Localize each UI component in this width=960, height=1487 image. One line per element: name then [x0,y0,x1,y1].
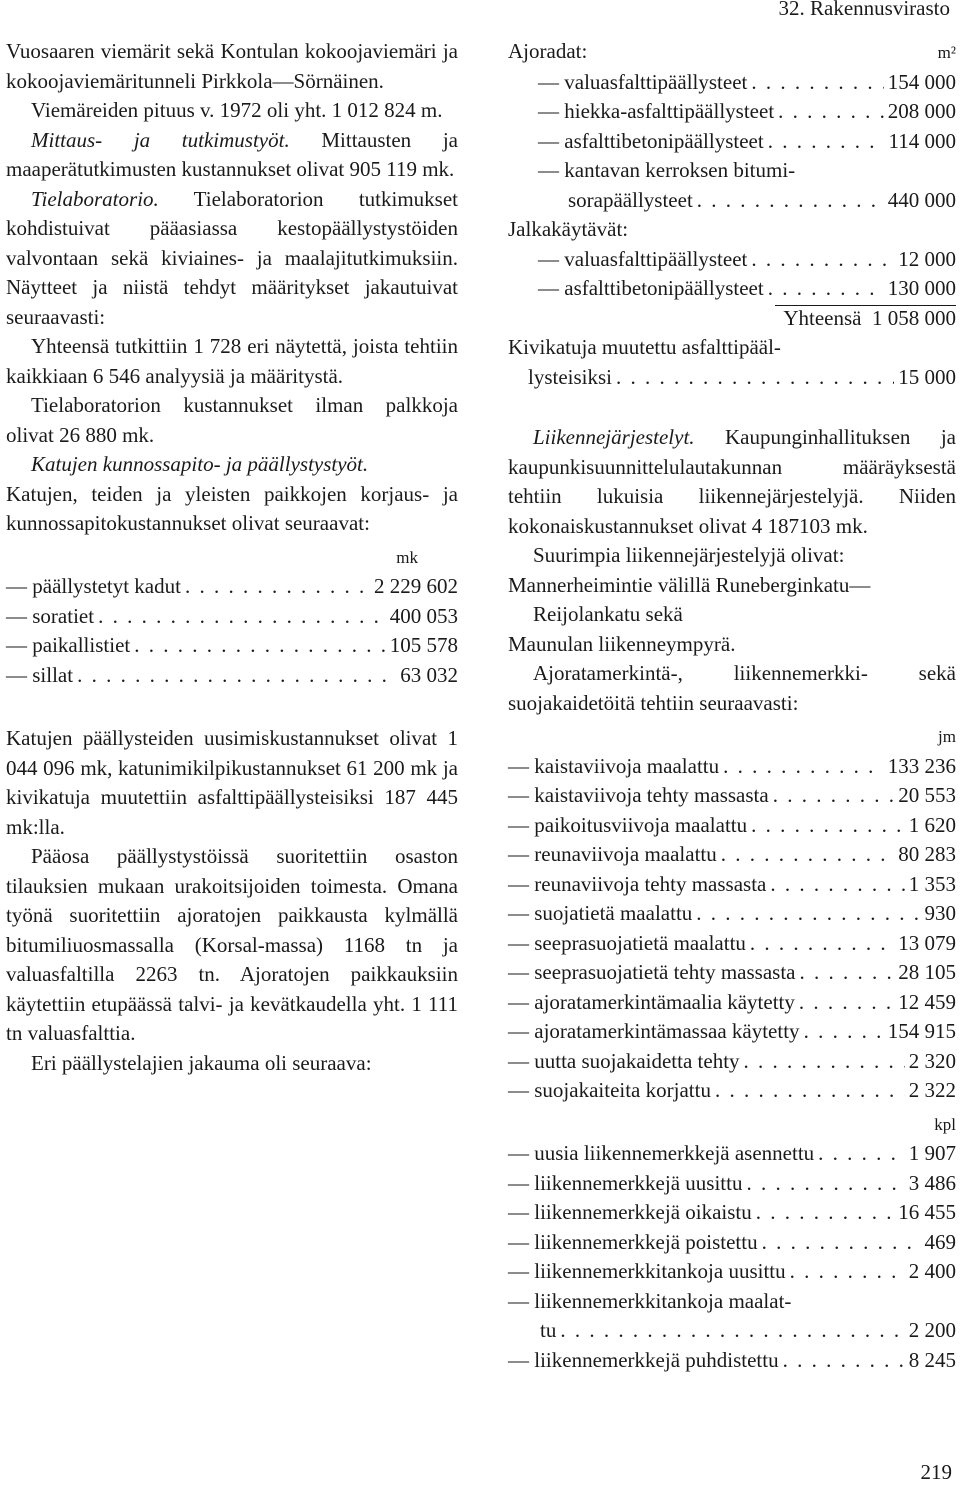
sign-row-label: — liikennemerkkitankoja maalat- [508,1287,956,1317]
marking-row: — suojakaiteita korjattu . . . 2 322 [508,1076,956,1106]
total-row: Yhteensä 1 058 000 [508,304,956,334]
markings-list [508,752,956,1106]
paragraph-mittaus: Mittaus- ja tutkimustyöt. Mittausten ja maaperätutkimusten kustannukset olivat 905 119 mk. [6,126,458,185]
sign-row: tu . . . 2 200 [508,1316,956,1346]
surface-row: — hiekka-asfalttipäällysteet . . . 208 000 [538,97,956,127]
paragraph-paallysteiden: Katujen päällysteiden uusimiskustannukset olivat 1 044 096 mk, katunimikilpikustannukset 61 200 mk ja kivikatuja muutettiin asfalttipäällysteisiksi 187 445 mk:lla. [6,724,458,842]
cost-row: — päällystetyt kadut . . . 2 229 602 [6,572,458,602]
paragraph-naytteet: Yhteensä tutkittiin 1 728 eri näytettä, joista tehtiin kaikkiaan 6 546 analyysiä ja määritystä. [6,332,458,391]
surface-row-label: — kantavan kerroksen bitumi- [538,156,956,186]
paragraph-ajoratamerkinta: Ajoratamerkintä-, liikennemerkki- sekä suojakaidetöitä tehtiin seuraavasti: [508,659,956,718]
section-title-katujen: Katujen kunnossapito- ja päällystystyöt. [6,450,458,480]
paragraph-korjaus: Katujen, teiden ja yleisten paikkojen korjaus- ja kunnossapitokustannukset olivat seuraavat: [6,480,458,539]
marking-row: — uutta suojakaidetta tehty . . . 2 320 [508,1047,956,1077]
marking-row: — reunaviivoja maalattu . . . 80 283 [508,840,956,870]
unit-label-kpl: kpl [508,1106,956,1140]
surface-row: — valuasfalttipäällysteet . . . 154 000 [538,68,956,98]
cost-row: — sillat . . . 63 032 [6,661,458,691]
kivikatuja-label: Kivikatuja muutettu asfalttipääl- [508,333,956,363]
paragraph-viemareiden-pituus: Viemäreiden pituus v. 1972 oli yht. 1 012 824 m. [6,96,458,126]
paragraph-jakauma: Eri päällystelajien jakauma oli seuraava: [6,1049,458,1079]
paragraph-kustannukset: Tielaboratorion kustannukset ilman palkkoja olivat 26 880 mk. [6,391,458,450]
ajoradat-list [508,68,956,216]
cost-row: — soratiet . . . 400 053 [6,602,458,632]
sign-row: — liikennemerkkitankoja uusittu . . . 2 400 [508,1257,956,1287]
section-title-tielaboratorio: Tielaboratorio. [31,187,159,211]
surface-row: sorapäällysteet . . . 440 000 [538,186,956,216]
cost-row: — paikallistiet . . . 105 578 [6,631,458,661]
marking-row: — seeprasuojatietä tehty massasta . . . 28 105 [508,958,956,988]
marking-row: — paikoitusviivoja maalattu . . . 1 620 [508,811,956,841]
cost-list [6,572,458,690]
marking-row: — ajoratamerkintämaalia käytetty . . . 12 459 [508,988,956,1018]
marking-row: — reunaviivoja tehty massasta . . . 1 353 [508,870,956,900]
paragraph-paaosa: Pääosa päällystystöissä suoritettiin osaston tilauksien mukaan urakoitsijoiden toimesta. Omana työnä suoritettiin ajoratojen paikkausta kylmällä bitumiliuosmassalla (Korsal-massa) 1168 tn ja valuasfaltilla 2263 tn. Ajoratojen paikkauksiin käytettiin etupäässä talvi- ja kevätkaudella yht. 1 111 tn valuasfalttia. [6,842,458,1049]
jalkakaytavat-heading: Jalkakäytävät: [508,215,956,245]
signs-list [508,1139,956,1375]
marking-row: — kaistaviivoja maalattu . . . 133 236 [508,752,956,782]
kivikatuja-row: lysteisiksi . . . 15 000 [508,363,956,393]
section-title-mittaus: Mittaus- ja tutkimustyöt. [31,128,290,152]
project-line: Mannerheimintie välillä Runeberginkatu— [508,571,956,601]
jalka-list [508,245,956,304]
sign-row: — liikennemerkkejä uusittu . . . 3 486 [508,1169,956,1199]
project-line: Reijolankatu sekä [508,600,956,630]
section-title-liikennejarjestelyt: Liikennejärjestelyt. [533,425,695,449]
paragraph-suurimpia: Suurimpia liikennejärjestelyjä olivat: [508,541,956,571]
sign-row: — liikennemerkkejä oikaistu . . . 16 455 [508,1198,956,1228]
right-column [508,37,956,1375]
marking-row: — suojatietä maalattu . . . 930 [508,899,956,929]
left-column [6,37,458,1078]
paragraph-viemarit: Vuosaaren viemärit sekä Kontulan kokoojaviemäri ja kokoojaviemäritunneli Pirkkola—Sörnäinen. [6,37,458,96]
unit-label-mk: mk [6,543,458,573]
sign-row: — liikennemerkkejä puhdistettu . . . 8 245 [508,1346,956,1376]
marking-row: — kaistaviivoja tehty massasta . . . 20 553 [508,781,956,811]
paragraph-liikennejarjestelyt: Liikennejärjestelyt. Kaupunginhallituksen ja kaupunkisuunnittelulautakunnan määräyksestä tehtiin lukuisia liikennejärjestelyjä. Niiden kokonaiskustannukset olivat 4 187103 mk. [508,423,956,541]
unit-label-jm: jm [508,718,956,752]
surface-row: — valuasfalttipäällysteet . . . 12 000 [538,245,956,275]
surface-row: — asfalttibetonipäällysteet . . . 114 000 [538,127,956,157]
marking-row: — ajoratamerkintämassaa käytetty . . . 154 915 [508,1017,956,1047]
page-number: 219 [921,1458,953,1487]
surface-row: — asfalttibetonipäällysteet . . . 130 000 [538,274,956,304]
sign-row: — uusia liikennemerkkejä asennettu . . . 1 907 [508,1139,956,1169]
paragraph-tielaboratorio: Tielaboratorio. Tielaboratorion tutkimukset kohdistuivat pääasiassa kestopäällystystöiden valvontaan sekä kiviaines- ja maalajitutkimuksiin. Näytteet ja niistä tehdyt määritykset jakautuivat seuraavasti: [6,185,458,333]
marking-row: — seeprasuojatietä maalattu . . . 13 079 [508,929,956,959]
project-line: Maunulan liikenneympyrä. [508,630,956,660]
ajoradat-heading: Ajoradat: m² [508,37,956,68]
page-header: 32. Rakennusvirasto [779,0,950,24]
sign-row: — liikennemerkkejä poistettu . . . 469 [508,1228,956,1258]
